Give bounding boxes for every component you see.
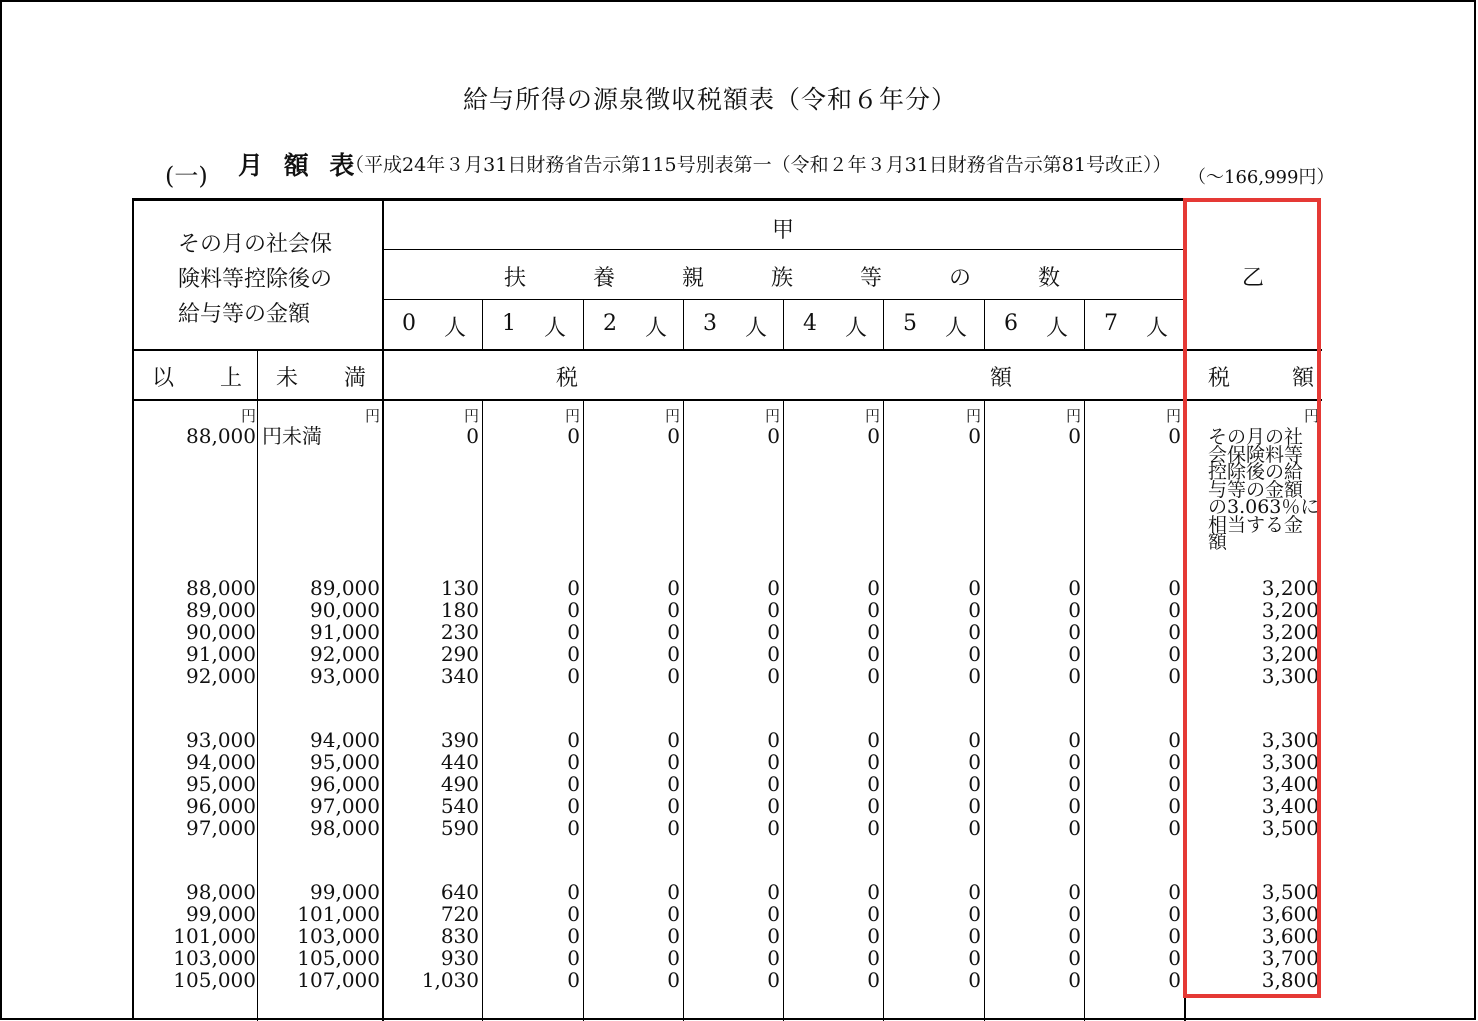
cell-tax: 0 (968, 880, 981, 904)
cell-tax: 0 (867, 924, 880, 948)
cell-otsu: 3,800 (1261, 968, 1319, 992)
yen-unit: 円 (664, 407, 680, 425)
cell-tax: 0 (767, 598, 780, 622)
cell-tax: 0 (667, 816, 680, 840)
yen-unit: 円 (864, 407, 880, 425)
cell-tax: 0 (567, 598, 580, 622)
cell-tax: 0 (567, 642, 580, 666)
cell-tax: 0 (1168, 880, 1181, 904)
cell-tax: 0 (1068, 664, 1081, 688)
cell-otsu: 3,500 (1261, 816, 1319, 840)
dependent-count-6: 6 (1004, 311, 1018, 336)
cell-range: 107,000 (297, 968, 380, 992)
cell-tax: 0 (667, 728, 680, 752)
cell-tax: 0 (767, 728, 780, 752)
cell-otsu: 3,200 (1261, 620, 1319, 644)
cell-tax: 0 (968, 968, 981, 992)
fuyou-char: 数 (1038, 266, 1061, 291)
yen-unit: 円 (463, 407, 479, 425)
cell-range: 95,000 (310, 750, 380, 774)
cell-range: 91,000 (186, 642, 256, 666)
cell-tax: 830 (440, 924, 479, 948)
cell-otsu: 3,400 (1261, 772, 1319, 796)
ijou-char: 以 (152, 366, 175, 391)
otsu-zeigaku-char: 額 (1292, 366, 1315, 391)
cell-range: 92,000 (186, 664, 256, 688)
cell-otsu: 3,300 (1261, 750, 1319, 774)
cell-tax: 0 (767, 946, 780, 970)
cell-tax: 180 (440, 598, 479, 622)
cell-otsu: 3,200 (1261, 642, 1319, 666)
otsu-formula-line: 与等の金額 (1208, 478, 1304, 501)
cell-tax: 0 (567, 816, 580, 840)
cell-tax: 0 (968, 772, 981, 796)
cell-range: 96,000 (186, 794, 256, 818)
cell-tax: 0 (767, 642, 780, 666)
cell-tax: 0 (1068, 642, 1081, 666)
cell-tax: 0 (867, 816, 880, 840)
cell-tax: 0 (767, 750, 780, 774)
cell-tax: 0 (1068, 902, 1081, 926)
cell-tax: 0 (867, 642, 880, 666)
cell-tax: 0 (968, 816, 981, 840)
cell-tax: 0 (1068, 946, 1081, 970)
otsu-zeigaku-char: 税 (1208, 366, 1231, 391)
dependent-unit-2: 人 (645, 316, 668, 341)
vline-dep-body-1 (482, 401, 483, 1021)
cell-otsu: 3,300 (1261, 664, 1319, 688)
cell-tax: 0 (667, 750, 680, 774)
cell-tax: 0 (767, 576, 780, 600)
cell-range: 90,000 (310, 598, 380, 622)
cell-tax: 0 (1068, 576, 1081, 600)
fuyou-char: 親 (682, 266, 705, 291)
cell-tax: 0 (867, 576, 880, 600)
cell-tax: 0 (667, 620, 680, 644)
cell-tax: 0 (1068, 772, 1081, 796)
cell-tax: 0 (968, 902, 981, 926)
cell-tax: 0 (567, 880, 580, 904)
cell-tax: 0 (767, 424, 780, 448)
cell-tax: 0 (667, 946, 680, 970)
cell-tax: 0 (1068, 620, 1081, 644)
yen-unit: 円 (364, 407, 380, 425)
hline-ko-bottom (382, 249, 1184, 250)
otsu-formula-line: その月の社 (1208, 426, 1304, 448)
dependent-count-3: 3 (703, 311, 717, 336)
cell-tax: 0 (867, 794, 880, 818)
cell-tax: 0 (1068, 728, 1081, 752)
cell-tax: 0 (567, 924, 580, 948)
otsu-formula-line: 額 (1208, 531, 1228, 553)
vline-dep-body-5 (883, 401, 884, 1021)
cell-tax: 0 (1068, 816, 1081, 840)
cell-tax: 0 (667, 642, 680, 666)
cell-tax: 0 (1168, 794, 1181, 818)
cell-tax: 290 (440, 642, 479, 666)
cell-tax: 0 (567, 750, 580, 774)
ko-header: 甲 (771, 218, 794, 243)
section-note: （平成24年３月31日財務省告示第115号別表第一（令和２年３月31日財務省告示第81号改正）） (345, 154, 1172, 176)
cell-otsu: 3,400 (1261, 794, 1319, 818)
cell-tax: 0 (1168, 728, 1181, 752)
cell-tax: 0 (1168, 598, 1181, 622)
cell-tax: 230 (440, 620, 479, 644)
cell-tax: 0 (968, 576, 981, 600)
yen-unit: 円 (564, 407, 580, 425)
cell-range: 103,000 (173, 946, 256, 970)
otsu-header: 乙 (1241, 266, 1264, 291)
cell-tax: 0 (667, 772, 680, 796)
cell-tax: 0 (867, 750, 880, 774)
vline-dep-header-7 (1084, 299, 1085, 349)
cell-tax: 0 (1168, 946, 1181, 970)
dependent-count-1: 1 (502, 311, 516, 336)
dependent-unit-0: 人 (444, 316, 467, 341)
cell-tax: 720 (440, 902, 479, 926)
cell-tax: 0 (667, 924, 680, 948)
cell-range: 88,000 (186, 576, 256, 600)
cell-tax: 0 (968, 728, 981, 752)
cell-tax: 0 (867, 772, 880, 796)
row-label-line: その月の社会保 (178, 232, 333, 257)
cell-tax: 0 (968, 664, 981, 688)
cell-range: 98,000 (310, 816, 380, 840)
cell-tax: 0 (1068, 880, 1081, 904)
cell-tax: 0 (767, 794, 780, 818)
fuyou-char: 等 (860, 266, 883, 291)
yen-unit: 円 (1165, 407, 1181, 425)
cell-tax: 0 (767, 664, 780, 688)
dependent-unit-3: 人 (745, 316, 768, 341)
dependent-unit-1: 人 (544, 316, 567, 341)
row-label-line: 険料等控除後の (178, 267, 333, 292)
cell-tax: 0 (466, 424, 479, 448)
dependent-unit-7: 人 (1146, 316, 1169, 341)
miman-char: 未 (276, 366, 299, 391)
cell-range: 105,000 (297, 946, 380, 970)
cell-tax: 0 (1068, 598, 1081, 622)
cell-tax: 0 (867, 728, 880, 752)
cell-otsu: 3,600 (1261, 924, 1319, 948)
vline-after-miman (382, 351, 384, 1021)
cell-from: 88,000 (186, 424, 256, 448)
cell-tax: 0 (1168, 902, 1181, 926)
dependent-unit-5: 人 (945, 316, 968, 341)
cell-range: 97,000 (186, 816, 256, 840)
cell-tax: 390 (440, 728, 479, 752)
hline-header-bottom (134, 349, 1322, 351)
cell-tax: 0 (1168, 576, 1181, 600)
dependent-count-4: 4 (803, 311, 817, 336)
vline-dep-body-4 (783, 401, 784, 1021)
cell-range: 96,000 (310, 772, 380, 796)
cell-otsu: 3,200 (1261, 598, 1319, 622)
cell-tax: 0 (767, 902, 780, 926)
ijou-char: 上 (220, 366, 243, 391)
cell-range: 105,000 (173, 968, 256, 992)
cell-tax: 0 (1068, 750, 1081, 774)
dependent-count-7: 7 (1104, 311, 1118, 336)
cell-range: 93,000 (186, 728, 256, 752)
cell-tax: 0 (968, 924, 981, 948)
vline-dep-header-4 (783, 299, 784, 349)
cell-range: 99,000 (310, 880, 380, 904)
hline-subheader-bottom (134, 399, 1322, 401)
cell-to: 円未満 (262, 424, 322, 448)
cell-range: 99,000 (186, 902, 256, 926)
cell-tax: 0 (968, 794, 981, 818)
cell-tax: 0 (968, 750, 981, 774)
cell-range: 89,000 (310, 576, 380, 600)
cell-range: 94,000 (186, 750, 256, 774)
vline-dep-body-6 (984, 401, 985, 1021)
cell-range: 97,000 (310, 794, 380, 818)
cell-tax: 0 (968, 598, 981, 622)
otsu-formula-line: 控除後の給 (1208, 461, 1304, 483)
cell-tax: 0 (1168, 750, 1181, 774)
cell-tax: 0 (867, 902, 880, 926)
cell-tax: 440 (440, 750, 479, 774)
cell-tax: 0 (867, 598, 880, 622)
vline-dep-body-2 (583, 401, 584, 1021)
cell-tax: 0 (567, 794, 580, 818)
vline-dep-body-3 (683, 401, 684, 1021)
cell-tax: 0 (867, 424, 880, 448)
cell-tax: 0 (867, 946, 880, 970)
cell-otsu: 3,500 (1261, 880, 1319, 904)
otsu-column-highlight (1183, 198, 1321, 998)
cell-tax: 0 (867, 880, 880, 904)
otsu-formula-line: 相当する金 (1208, 513, 1304, 536)
cell-tax: 0 (1168, 772, 1181, 796)
cell-tax: 0 (867, 664, 880, 688)
cell-tax: 0 (567, 664, 580, 688)
yen-unit: 円 (965, 407, 981, 425)
cell-otsu: 3,600 (1261, 902, 1319, 926)
cell-tax: 0 (667, 902, 680, 926)
cell-tax: 490 (440, 772, 479, 796)
dependent-count-2: 2 (603, 311, 617, 336)
cell-range: 94,000 (310, 728, 380, 752)
cell-tax: 0 (567, 772, 580, 796)
cell-tax: 0 (867, 968, 880, 992)
cell-otsu: 3,200 (1261, 576, 1319, 600)
fuyou-char: 養 (593, 266, 616, 291)
cell-tax: 0 (968, 424, 981, 448)
fuyou-char: 扶 (504, 266, 527, 291)
section-marker: (一) (165, 162, 208, 190)
cell-tax: 0 (567, 968, 580, 992)
cell-range: 92,000 (310, 642, 380, 666)
vline-dep-body-7 (1084, 401, 1085, 1021)
fuyou-char: 族 (771, 266, 794, 291)
cell-tax: 0 (1168, 664, 1181, 688)
cell-range: 89,000 (186, 598, 256, 622)
row-label-line: 給与等の金額 (178, 302, 311, 327)
page-title: 給与所得の源泉徴収税額表（令和６年分） (462, 85, 957, 114)
cell-tax: 0 (1168, 620, 1181, 644)
cell-tax: 0 (567, 620, 580, 644)
cell-tax: 0 (667, 598, 680, 622)
cell-tax: 0 (567, 946, 580, 970)
cell-tax: 0 (968, 642, 981, 666)
cell-range: 95,000 (186, 772, 256, 796)
cell-tax: 0 (667, 664, 680, 688)
cell-tax: 590 (440, 816, 479, 840)
cell-tax: 0 (1068, 924, 1081, 948)
cell-tax: 0 (767, 772, 780, 796)
otsu-formula-line: の3.063％に (1208, 496, 1320, 518)
otsu-formula-line: 会保険料等 (1208, 443, 1304, 466)
vline-ijou-miman (257, 351, 258, 1021)
cell-range: 90,000 (186, 620, 256, 644)
cell-tax: 0 (1068, 794, 1081, 818)
cell-tax: 0 (1168, 424, 1181, 448)
cell-range: 101,000 (297, 902, 380, 926)
cell-tax: 0 (767, 816, 780, 840)
cell-tax: 0 (767, 968, 780, 992)
cell-tax: 130 (440, 576, 479, 600)
cell-tax: 0 (667, 424, 680, 448)
cell-tax: 0 (1168, 968, 1181, 992)
miman-char: 満 (344, 366, 367, 391)
cell-tax: 0 (767, 924, 780, 948)
cell-tax: 0 (1168, 924, 1181, 948)
yen-unit: 円 (764, 407, 780, 425)
section-name: 月 額 表 (238, 151, 361, 180)
vline-dep-header-2 (583, 299, 584, 349)
dependent-count-5: 5 (903, 311, 917, 336)
fuyou-char: の (949, 266, 972, 291)
cell-tax: 0 (567, 576, 580, 600)
cell-tax: 0 (1168, 642, 1181, 666)
cell-tax: 0 (1068, 968, 1081, 992)
dependent-unit-6: 人 (1046, 316, 1069, 341)
cell-tax: 0 (767, 880, 780, 904)
cell-range: 103,000 (297, 924, 380, 948)
tax-table (132, 198, 1320, 1018)
cell-otsu: 3,300 (1261, 728, 1319, 752)
cell-tax: 0 (667, 576, 680, 600)
dependent-count-0: 0 (402, 311, 416, 336)
cell-tax: 0 (567, 902, 580, 926)
cell-tax: 1,030 (421, 968, 479, 992)
cell-otsu: 3,700 (1261, 946, 1319, 970)
cell-tax: 0 (1068, 424, 1081, 448)
zeigaku-char: 税 (556, 366, 579, 391)
cell-range: 91,000 (310, 620, 380, 644)
cell-tax: 0 (567, 424, 580, 448)
cell-tax: 340 (440, 664, 479, 688)
cell-tax: 540 (440, 794, 479, 818)
vline-header-left (382, 201, 384, 351)
cell-tax: 0 (667, 794, 680, 818)
vline-dep-header-3 (683, 299, 684, 349)
range-note: （～166,999円） (1188, 167, 1335, 188)
dependent-unit-4: 人 (845, 316, 868, 341)
cell-tax: 0 (1168, 816, 1181, 840)
cell-tax: 0 (968, 946, 981, 970)
yen-unit: 円 (240, 407, 256, 425)
cell-range: 101,000 (173, 924, 256, 948)
cell-tax: 0 (667, 968, 680, 992)
vline-dep-header-6 (984, 299, 985, 349)
cell-tax: 0 (667, 880, 680, 904)
cell-tax: 0 (567, 728, 580, 752)
yen-unit: 円 (1065, 407, 1081, 425)
vline-dep-header-5 (883, 299, 884, 349)
cell-tax: 640 (440, 880, 479, 904)
vline-dep-header-1 (482, 299, 483, 349)
cell-tax: 0 (968, 620, 981, 644)
cell-tax: 0 (867, 620, 880, 644)
yen-unit: 円 (1303, 407, 1319, 425)
cell-tax: 0 (767, 620, 780, 644)
cell-range: 93,000 (310, 664, 380, 688)
cell-range: 98,000 (186, 880, 256, 904)
cell-tax: 930 (440, 946, 479, 970)
zeigaku-char: 額 (990, 366, 1013, 391)
